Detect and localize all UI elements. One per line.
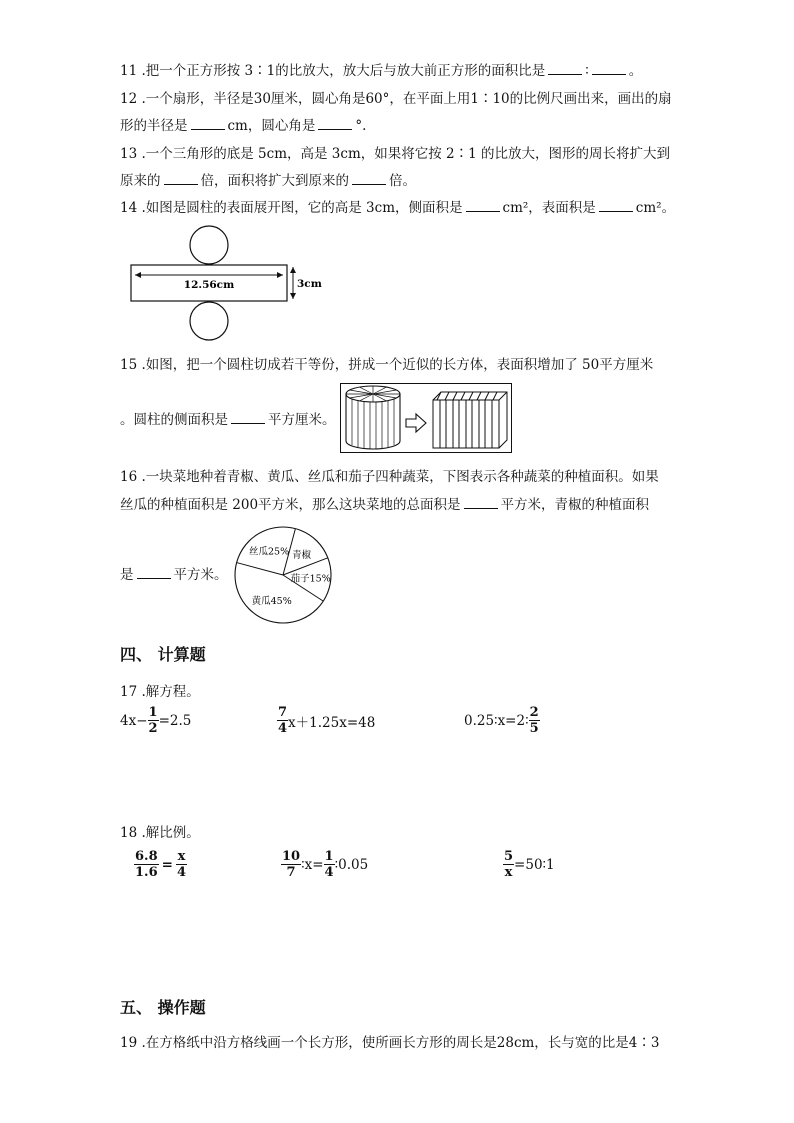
question-18-title: 18 .解比例。 (120, 825, 200, 841)
fraction: $\frac{6.8}{1.6}$ (135, 849, 158, 880)
question-13-line2: 原来的 倍，面积将扩大到原来的 倍。 (120, 173, 416, 189)
fraction: $\frac{10}{7}$ (282, 849, 301, 880)
bottom-circle (190, 302, 228, 340)
question-12-line1: 12 .一个扇形，半径是30厘米，圆心角是60°，在平面上用1∶10的比例尺画出来，画出的扇 (120, 91, 672, 107)
fraction: $\frac{7}{4}$ (278, 705, 288, 736)
pie-slice-label: 茄子15% (290, 573, 331, 585)
equation-17-1: 4x− $\frac{1}{2}$ =2.5 (120, 705, 192, 736)
equation-18-1: $\frac{6.8}{1.6}$ = $\frac{x}{4}$ (135, 849, 186, 880)
section-5-title: 五、 操作题 (120, 998, 206, 1017)
question-11: 11 .把一个正方形按 3∶1的比放大，放大后与放大前正方形的面积比是 ∶ 。 (120, 63, 643, 79)
equation-17-3: 0.25∶x=2∶ $\frac{2}{5}$ (464, 705, 539, 736)
answer-blank[interactable] (464, 496, 498, 509)
approx-cuboid (433, 392, 507, 448)
cylinder-net-figure (125, 224, 335, 344)
cylinder-to-cuboid-figure (340, 383, 512, 453)
answer-blank[interactable] (599, 199, 633, 212)
question-16-line2: 丝瓜的种植面积是 200平方米，那么这块菜地的总面积是 平方米，青椒的种植面积 (120, 497, 650, 513)
question-16-line1: 16 .一块菜地种着青椒、黄瓜、丝瓜和茄子四种蔬菜，下图表示各种蔬菜的种植面积。如果 (120, 469, 659, 485)
question-15-line2: 。圆柱的侧面积是 平方厘米。 (120, 412, 336, 428)
section-4-title: 四、 计算题 (120, 645, 206, 664)
question-17-title: 17 .解方程。 (120, 684, 200, 700)
fraction: $\frac{1}{2}$ (148, 705, 158, 736)
pie-slice-label: 青椒 (292, 549, 312, 561)
fraction: $\frac{x}{4}$ (176, 849, 186, 880)
answer-blank[interactable] (137, 566, 171, 579)
answer-blank[interactable] (548, 62, 582, 75)
answer-blank[interactable] (592, 62, 626, 75)
answer-blank[interactable] (466, 199, 500, 212)
length-label: 12.56cm (183, 279, 235, 291)
height-label: 3cm (297, 278, 322, 290)
equation-18-3: $\frac{5}{x}$ =50∶1 (504, 849, 555, 880)
q11-text: 11 .把一个正方形按 3∶1的比放大，放大后与放大前正方形的面积比是 (120, 63, 546, 79)
question-14: 14 .如图是圆柱的表面展开图，它的高是 3cm，侧面积是 cm²，表面积是 cm²。 (120, 200, 676, 216)
question-19: 19 .在方格纸中沿方格线画一个长方形，使所画长方形的周长是28cm，长与宽的比是4∶3 (120, 1035, 660, 1051)
fraction: $\frac{2}{5}$ (529, 705, 539, 736)
answer-blank[interactable] (352, 172, 386, 185)
top-circle (190, 226, 228, 264)
equation-17-2: $\frac{7}{4}$ x＋1.25x=48 (278, 705, 376, 736)
question-16-line3: 是 平方米。 (120, 567, 228, 583)
equation-18-2: $\frac{10}{7}$ ∶x= $\frac{1}{4}$ ∶0.05 (282, 849, 369, 880)
answer-blank[interactable] (191, 117, 225, 130)
answer-blank[interactable] (164, 172, 198, 185)
question-13-line1: 13 .一个三角形的底是 5cm，高是 3cm，如果将它按 2∶1 的比放大，图形的周长将扩大到 (120, 146, 671, 162)
pie-slice-label: 黄瓜45% (251, 595, 292, 607)
pie-divider (237, 563, 283, 575)
fraction: $\frac{1}{4}$ (324, 849, 334, 880)
answer-blank[interactable] (318, 117, 352, 130)
question-12-line2: 形的半径是 cm，圆心角是 °. (120, 118, 367, 134)
question-15-line1: 15 .如图，把一个圆柱切成若干等份，拼成一个近似的长方体，表面积增加了 50平方厘米 (120, 357, 654, 373)
answer-blank[interactable] (231, 411, 265, 424)
arrow-icon (406, 414, 426, 432)
vegetable-pie-chart (232, 524, 334, 626)
cut-cylinder (346, 386, 400, 449)
pie-slice-label: 丝瓜25% (249, 546, 290, 558)
fraction: $\frac{5}{x}$ (504, 849, 514, 880)
